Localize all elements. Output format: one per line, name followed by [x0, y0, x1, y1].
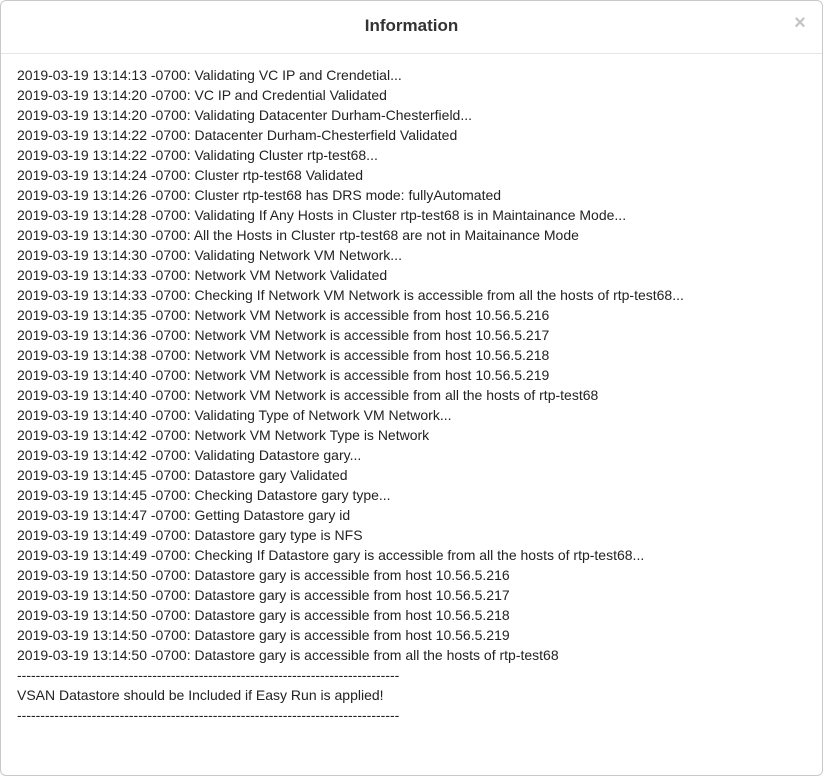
log-line: 2019-03-19 13:14:50 -0700: Datastore gary is accessible from all the hosts of rtp-test68: [17, 647, 559, 663]
log-line: 2019-03-19 13:14:36 -0700: Network VM Network is accessible from host 10.56.5.217: [17, 327, 550, 343]
log-line: 2019-03-19 13:14:28 -0700: Validating If Any Hosts in Cluster rtp-test68 is in Maintainance Mode...: [17, 207, 627, 223]
log-line: 2019-03-19 13:14:38 -0700: Network VM Network is accessible from host 10.56.5.218: [17, 347, 550, 363]
log-line: 2019-03-19 13:14:33 -0700: Checking If Network VM Network is accessible from all the hosts of rtp-test68...: [17, 287, 684, 303]
dialog-title: Information: [364, 16, 459, 35]
log-line: 2019-03-19 13:14:40 -0700: Network VM Network is accessible from host 10.56.5.219: [17, 367, 550, 383]
log-line: 2019-03-19 13:14:30 -0700: Validating Network VM Network...: [17, 247, 402, 263]
log-line: 2019-03-19 13:14:40 -0700: Network VM Network is accessible from all the hosts of rtp-test68: [17, 387, 599, 403]
log-line: 2019-03-19 13:14:22 -0700: Datacenter Durham-Chesterfield Validated: [17, 127, 458, 143]
log-output: [17, 65, 807, 725]
log-line: 2019-03-19 13:14:50 -0700: Datastore gary is accessible from host 10.56.5.219: [17, 627, 510, 643]
log-line: 2019-03-19 13:14:24 -0700: Cluster rtp-test68 Validated: [17, 167, 364, 183]
log-line: 2019-03-19 13:14:50 -0700: Datastore gary is accessible from host 10.56.5.216: [17, 567, 510, 583]
log-line: 2019-03-19 13:14:26 -0700: Cluster rtp-test68 has DRS mode: fullyAutomated: [17, 187, 502, 203]
log-line: 2019-03-19 13:14:13 -0700: Validating VC IP and Crendetial...: [17, 67, 402, 83]
log-line: 2019-03-19 13:14:35 -0700: Network VM Network is accessible from host 10.56.5.216: [17, 307, 550, 323]
dialog-header: [1, 1, 822, 54]
log-line: 2019-03-19 13:14:42 -0700: Validating Datastore gary...: [17, 447, 362, 463]
warning-message: VSAN Datastore should be Included if Easy Run is applied!: [17, 687, 384, 703]
log-line: 2019-03-19 13:14:40 -0700: Validating Type of Network VM Network...: [17, 407, 452, 423]
log-line: 2019-03-19 13:14:33 -0700: Network VM Network Validated: [17, 267, 388, 283]
log-line: 2019-03-19 13:14:22 -0700: Validating Cluster rtp-test68...: [17, 147, 378, 163]
log-line: 2019-03-19 13:14:47 -0700: Getting Datastore gary id: [17, 507, 351, 523]
log-line: 2019-03-19 13:14:49 -0700: Checking If Datastore gary is accessible from all the hosts of rtp-test68...: [17, 547, 645, 563]
log-line: 2019-03-19 13:14:45 -0700: Datastore gary Validated: [17, 467, 348, 483]
close-icon[interactable]: ×: [794, 12, 806, 34]
log-line: 2019-03-19 13:14:50 -0700: Datastore gary is accessible from host 10.56.5.218: [17, 607, 510, 623]
log-line: 2019-03-19 13:14:45 -0700: Checking Datastore gary type...: [17, 487, 391, 503]
log-line: 2019-03-19 13:14:20 -0700: VC IP and Credential Validated: [17, 87, 387, 103]
log-line: 2019-03-19 13:14:49 -0700: Datastore gary type is NFS: [17, 527, 363, 543]
log-line: 2019-03-19 13:14:20 -0700: Validating Datacenter Durham-Chesterfield...: [17, 107, 473, 123]
divider-line: ----------------------------------------------------------------------------------: [17, 707, 400, 723]
log-line: 2019-03-19 13:14:30 -0700: All the Hosts in Cluster rtp-test68 are not in Maitainance Mode: [17, 227, 579, 243]
log-line: 2019-03-19 13:14:42 -0700: Network VM Network Type is Network: [17, 427, 430, 443]
divider-line: ----------------------------------------------------------------------------------: [17, 667, 400, 683]
log-line: 2019-03-19 13:14:50 -0700: Datastore gary is accessible from host 10.56.5.217: [17, 587, 510, 603]
